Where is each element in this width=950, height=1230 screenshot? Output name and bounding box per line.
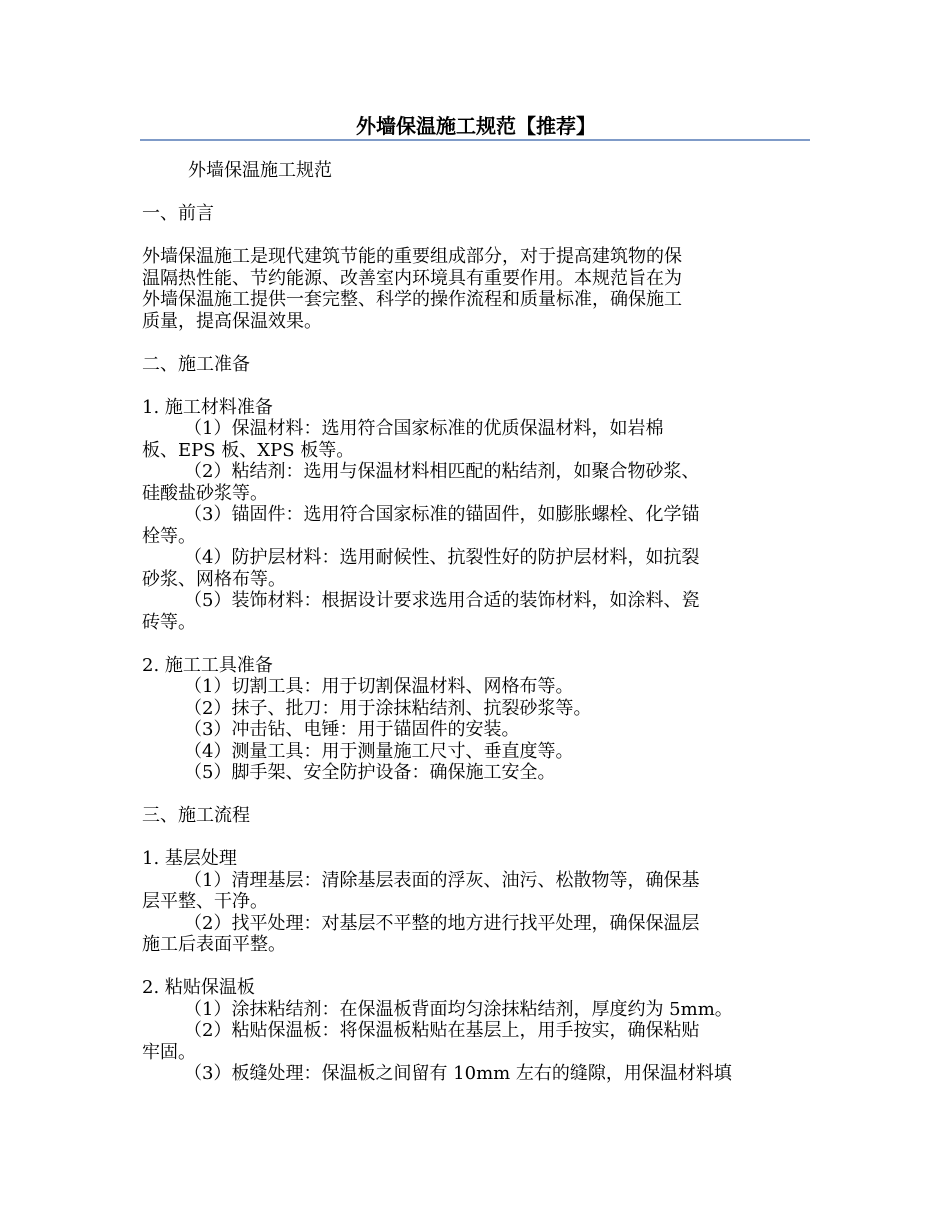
list-item: （1）切割工具：用于切割保温材料、网格布等。	[184, 676, 574, 697]
list-item: （5）装饰材料：根据设计要求选用合适的装饰材料，如涂料、瓷	[184, 590, 700, 611]
document-title: 外墙保温施工规范【推荐】	[356, 114, 596, 138]
list-item-continuation: 层平整、干净。	[142, 891, 268, 912]
list-item: （3）板缝处理：保温板之间留有 10mm 左右的缝隙，用保温材料填	[184, 1063, 732, 1084]
paragraph-line: 质量，提高保温效果。	[142, 310, 322, 332]
list-item-continuation: 硅酸盐砂浆等。	[142, 482, 268, 504]
list-item: （2）粘贴保温板：将保温板粘贴在基层上，用手按实，确保粘贴	[184, 1020, 700, 1041]
section-heading: 三、施工流程	[142, 805, 250, 826]
list-item-continuation: 栓等。	[142, 525, 196, 547]
list-item-continuation: 施工后表面平整。	[142, 934, 286, 955]
list-item: （2）粘结剂：选用与保温材料相匹配的粘结剂，如聚合物砂浆、	[184, 461, 700, 482]
list-item: （2）找平处理：对基层不平整的地方进行找平处理，确保保温层	[184, 912, 700, 934]
document-body	[142, 160, 812, 1085]
list-item: （4）防护层材料：选用耐候性、抗裂性好的防护层材料，如抗裂	[184, 547, 700, 568]
list-item: （4）测量工具：用于测量施工尺寸、垂直度等。	[184, 740, 574, 762]
section-heading: 二、施工准备	[142, 353, 250, 375]
subsection-heading: 2. 施工工具准备	[142, 654, 273, 676]
list-item: （2）抹子、批刀：用于涂抹粘结剂、抗裂砂浆等。	[184, 697, 592, 719]
list-item: （1）涂抹粘结剂：在保温板背面均匀涂抹粘结剂，厚度约为 5mm。	[184, 998, 733, 1020]
list-item: （1）清理基层：清除基层表面的浮灰、油污、松散物等，确保基	[184, 869, 700, 891]
section-heading: 一、前言	[142, 203, 214, 224]
paragraph-line: 外墙保温施工提供一套完整、科学的操作流程和质量标准，确保施工	[142, 289, 682, 310]
list-item: （1）保温材料：选用符合国家标准的优质保温材料，如岩棉	[184, 418, 664, 439]
subsection-heading: 1. 施工材料准备	[142, 396, 273, 418]
paragraph-line: 温隔热性能、节约能源、改善室内环境具有重要作用。本规范旨在为	[142, 267, 682, 289]
subsection-heading: 2. 粘贴保温板	[142, 977, 255, 998]
list-item-continuation: 砂浆、网格布等。	[142, 568, 286, 590]
document-subtitle: 外墙保温施工规范	[188, 160, 332, 181]
list-item-continuation: 板、EPS 板、XPS 板等。	[142, 439, 355, 461]
list-item: （5）脚手架、安全防护设备：确保施工安全。	[184, 762, 556, 783]
title-underline	[140, 139, 810, 141]
list-item-continuation: 牢固。	[142, 1041, 196, 1063]
list-item: （3）冲击钻、电锤：用于锚固件的安装。	[184, 719, 520, 740]
list-item: （3）锚固件：选用符合国家标准的锚固件，如膨胀螺栓、化学锚	[184, 504, 700, 525]
subsection-heading: 1. 基层处理	[142, 848, 237, 869]
paragraph-line: 外墙保温施工是现代建筑节能的重要组成部分，对于提高建筑物的保	[142, 246, 682, 267]
list-item-continuation: 砖等。	[142, 611, 196, 633]
